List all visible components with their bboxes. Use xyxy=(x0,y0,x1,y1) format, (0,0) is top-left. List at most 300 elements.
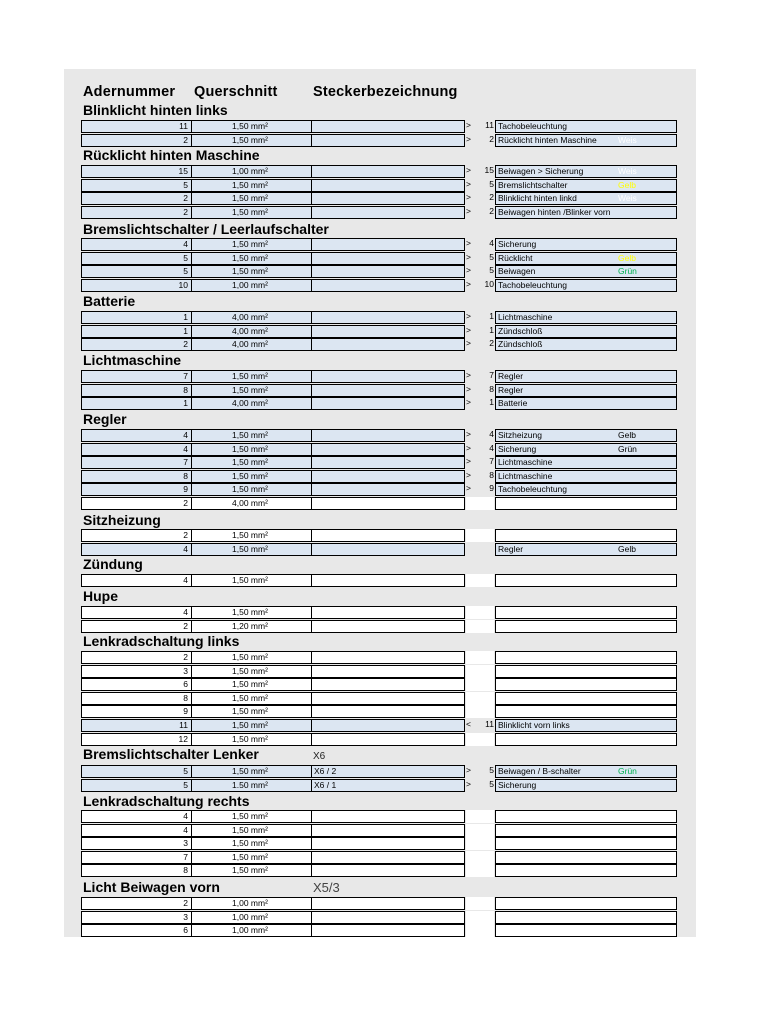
querschnitt-cell: 4,00 mm² xyxy=(191,397,312,410)
adernummer-cell: 2 xyxy=(81,338,192,351)
wire-color-label: Grün xyxy=(618,444,637,454)
target-adernummer: 15 xyxy=(484,165,494,175)
destination-label: Sitzheizung xyxy=(498,430,542,440)
destination-cell xyxy=(495,265,677,278)
destination-cell xyxy=(495,651,677,664)
direction-marker xyxy=(466,651,478,664)
adernummer-cell: 4 xyxy=(81,543,192,556)
adernummer-cell: 1 xyxy=(81,311,192,324)
target-adernummer: 7 xyxy=(489,370,494,380)
direction-marker xyxy=(466,924,478,937)
wire-color-label: Gelb xyxy=(618,430,636,440)
target-adernummer xyxy=(478,733,494,746)
direction-marker xyxy=(466,497,478,510)
querschnitt-cell: 1,00 mm² xyxy=(191,165,312,178)
stecker-cell xyxy=(311,370,465,383)
target-adernummer xyxy=(478,911,494,924)
destination-cell xyxy=(495,338,677,351)
target-adernummer xyxy=(478,824,494,837)
adernummer-cell: 8 xyxy=(81,384,192,397)
destination-cell xyxy=(495,924,677,937)
destination-label: Beiwagen / B-schalter xyxy=(498,766,581,776)
target-adernummer: 5 xyxy=(489,252,494,262)
target-adernummer: 9 xyxy=(489,483,494,493)
direction-marker: > xyxy=(466,779,471,789)
destination-cell xyxy=(495,120,677,133)
direction-marker: > xyxy=(466,311,471,321)
adernummer-cell: 8 xyxy=(81,864,192,877)
destination-label: Lichtmaschine xyxy=(498,471,553,481)
stecker-cell xyxy=(311,911,465,924)
stecker-cell xyxy=(311,665,465,678)
adernummer-cell: 2 xyxy=(81,192,192,205)
section-title: Hupe xyxy=(83,588,118,604)
stecker-cell xyxy=(311,719,465,732)
target-adernummer xyxy=(478,924,494,937)
section-title: Bremslichtschalter Lenker xyxy=(83,746,259,762)
direction-marker: > xyxy=(466,370,471,380)
stecker-cell xyxy=(311,497,465,510)
adernummer-cell: 4 xyxy=(81,606,192,619)
direction-marker: > xyxy=(466,279,471,289)
destination-label: Lichtmaschine xyxy=(498,312,553,322)
direction-marker: > xyxy=(466,325,471,335)
direction-marker xyxy=(466,837,478,850)
destination-cell xyxy=(495,429,677,442)
direction-marker xyxy=(466,606,478,619)
destination-cell xyxy=(495,529,677,542)
adernummer-cell: 4 xyxy=(81,824,192,837)
querschnitt-cell: 1,50 mm² xyxy=(191,810,312,823)
destination-cell xyxy=(495,165,677,178)
section-title: Lenkradschaltung rechts xyxy=(83,793,250,809)
querschnitt-cell: 1,50 mm² xyxy=(191,456,312,469)
adernummer-cell: 11 xyxy=(81,120,192,133)
stecker-cell xyxy=(311,924,465,937)
target-adernummer: 4 xyxy=(489,429,494,439)
destination-cell xyxy=(495,620,677,633)
target-adernummer: 1 xyxy=(489,311,494,321)
querschnitt-cell: 1,50 mm² xyxy=(191,443,312,456)
destination-cell xyxy=(495,252,677,265)
destination-cell xyxy=(495,238,677,251)
destination-label: Zündschloß xyxy=(498,326,543,336)
destination-cell xyxy=(495,692,677,705)
querschnitt-cell: 1,50 mm² xyxy=(191,665,312,678)
direction-marker: > xyxy=(466,429,471,439)
stecker-cell xyxy=(311,311,465,324)
direction-marker: > xyxy=(466,134,471,144)
header-querschnitt: Querschnitt xyxy=(194,84,278,100)
target-adernummer: 4 xyxy=(489,443,494,453)
destination-cell xyxy=(495,851,677,864)
adernummer-cell: 7 xyxy=(81,851,192,864)
destination-label: Sicherung xyxy=(498,239,537,249)
querschnitt-cell: 1,50 mm² xyxy=(191,483,312,496)
target-adernummer: 5 xyxy=(489,179,494,189)
destination-label: Lichtmaschine xyxy=(498,457,553,467)
wire-color-label: Gelb xyxy=(618,180,636,190)
adernummer-cell: 5 xyxy=(81,252,192,265)
direction-marker: > xyxy=(466,384,471,394)
querschnitt-cell: 1,50 mm² xyxy=(191,529,312,542)
destination-label: Tachobeleuchtung xyxy=(498,280,568,290)
stecker-cell xyxy=(311,238,465,251)
target-adernummer xyxy=(478,665,494,678)
section-connector-note: X5/3 xyxy=(313,880,340,895)
querschnitt-cell: 1,50 mm² xyxy=(191,719,312,732)
adernummer-cell: 2 xyxy=(81,897,192,910)
querschnitt-cell: 1,50 mm² xyxy=(191,384,312,397)
adernummer-cell: 2 xyxy=(81,620,192,633)
target-adernummer xyxy=(478,837,494,850)
destination-cell xyxy=(495,192,677,205)
wire-color-label: Gelb xyxy=(618,253,636,263)
direction-marker: < xyxy=(466,719,471,729)
stecker-cell xyxy=(311,692,465,705)
target-adernummer: 10 xyxy=(484,279,494,289)
querschnitt-cell: 1,50 mm² xyxy=(191,692,312,705)
wire-color-label: Grün xyxy=(618,266,637,276)
adernummer-cell: 12 xyxy=(81,733,192,746)
destination-cell xyxy=(495,810,677,823)
direction-marker xyxy=(466,851,478,864)
adernummer-cell: 2 xyxy=(81,497,192,510)
wire-color-label: Gelb xyxy=(618,544,636,554)
stecker-cell xyxy=(311,705,465,718)
destination-cell xyxy=(495,279,677,292)
target-adernummer xyxy=(478,678,494,691)
direction-marker xyxy=(466,692,478,705)
adernummer-cell: 4 xyxy=(81,810,192,823)
target-adernummer xyxy=(478,897,494,910)
stecker-cell xyxy=(311,252,465,265)
section-title: Lenkradschaltung links xyxy=(83,633,240,649)
section-connector-note: X6 xyxy=(313,751,326,762)
querschnitt-cell: 1,50 mm² xyxy=(191,678,312,691)
destination-cell xyxy=(495,543,677,556)
querschnitt-cell: 1,00 mm² xyxy=(191,911,312,924)
target-adernummer: 2 xyxy=(489,206,494,216)
stecker-cell xyxy=(311,120,465,133)
destination-label: Rücklicht xyxy=(498,253,533,263)
target-adernummer: 5 xyxy=(489,779,494,789)
adernummer-cell: 1 xyxy=(81,397,192,410)
section-title: Licht Beiwagen vorn xyxy=(83,879,220,895)
adernummer-cell: 3 xyxy=(81,665,192,678)
destination-cell xyxy=(495,206,677,219)
target-adernummer: 8 xyxy=(489,470,494,480)
querschnitt-cell: 1,50 mm² xyxy=(191,179,312,192)
stecker-cell xyxy=(311,606,465,619)
destination-cell xyxy=(495,443,677,456)
target-adernummer: 5 xyxy=(489,265,494,275)
destination-label: Batterie xyxy=(498,398,528,408)
adernummer-cell: 5 xyxy=(81,765,192,778)
querschnitt-cell: 4,00 mm² xyxy=(191,325,312,338)
adernummer-cell: 2 xyxy=(81,134,192,147)
adernummer-cell: 4 xyxy=(81,429,192,442)
target-adernummer: 1 xyxy=(489,397,494,407)
querschnitt-cell: 1,20 mm² xyxy=(191,620,312,633)
destination-cell xyxy=(495,384,677,397)
querschnitt-cell: 1,50 mm² xyxy=(191,543,312,556)
section-title: Sitzheizung xyxy=(83,512,161,528)
querschnitt-cell: 1,50 mm² xyxy=(191,429,312,442)
querschnitt-cell: 1,50 mm² xyxy=(191,134,312,147)
direction-marker xyxy=(466,678,478,691)
section-title: Lichtmaschine xyxy=(83,352,182,368)
destination-cell xyxy=(495,370,677,383)
stecker-cell: X6 / 2 xyxy=(311,765,465,778)
target-adernummer xyxy=(478,692,494,705)
direction-marker: > xyxy=(466,206,471,216)
stecker-cell xyxy=(311,134,465,147)
direction-marker xyxy=(466,665,478,678)
direction-marker: > xyxy=(466,397,471,407)
querschnitt-cell: 1,50 mm² xyxy=(191,765,312,778)
direction-marker: > xyxy=(466,192,471,202)
destination-cell xyxy=(495,733,677,746)
querschnitt-cell: 1,50 mm² xyxy=(191,733,312,746)
direction-marker: > xyxy=(466,765,471,775)
adernummer-cell: 8 xyxy=(81,470,192,483)
wire-color-label: Weis xyxy=(618,166,637,176)
stecker-cell xyxy=(311,543,465,556)
direction-marker: > xyxy=(466,179,471,189)
stecker-cell xyxy=(311,443,465,456)
direction-marker: > xyxy=(466,470,471,480)
stecker-cell xyxy=(311,864,465,877)
section-title: Bremslichtschalter / Leerlaufschalter xyxy=(83,221,329,237)
direction-marker: > xyxy=(466,165,471,175)
target-adernummer: 7 xyxy=(489,456,494,466)
adernummer-cell: 3 xyxy=(81,911,192,924)
target-adernummer: 11 xyxy=(485,120,494,130)
querschnitt-cell: 1,00 mm² xyxy=(191,897,312,910)
target-adernummer: 8 xyxy=(489,384,494,394)
destination-label: Tachobeleuchtung xyxy=(498,484,568,494)
destination-label: Beiwagen hinten /Blinker vorn xyxy=(498,207,611,217)
stecker-cell xyxy=(311,851,465,864)
adernummer-cell: 4 xyxy=(81,238,192,251)
stecker-cell xyxy=(311,733,465,746)
adernummer-cell: 4 xyxy=(81,574,192,587)
stecker-cell xyxy=(311,206,465,219)
adernummer-cell: 2 xyxy=(81,529,192,542)
target-adernummer xyxy=(478,529,494,542)
querschnitt-cell: 1,50 mm² xyxy=(191,824,312,837)
destination-cell xyxy=(495,606,677,619)
destination-label: Sicherung xyxy=(498,444,537,454)
destination-cell xyxy=(495,824,677,837)
direction-marker: > xyxy=(466,252,471,262)
direction-marker xyxy=(466,733,478,746)
adernummer-cell: 4 xyxy=(81,443,192,456)
destination-cell xyxy=(495,765,677,778)
target-adernummer: 5 xyxy=(489,765,494,775)
adernummer-cell: 2 xyxy=(81,651,192,664)
stecker-cell xyxy=(311,574,465,587)
target-adernummer: 1 xyxy=(489,325,494,335)
wire-color-label: Grün xyxy=(618,766,637,776)
section-title: Regler xyxy=(83,411,127,427)
adernummer-cell: 7 xyxy=(81,370,192,383)
direction-marker xyxy=(466,824,478,837)
destination-label: Sicherung xyxy=(498,780,537,790)
querschnitt-cell: 4,00 mm² xyxy=(191,497,312,510)
destination-label: Beiwagen > Sicherung xyxy=(498,166,584,176)
direction-marker xyxy=(466,810,478,823)
adernummer-cell: 8 xyxy=(81,692,192,705)
querschnitt-cell: 1,50 mm² xyxy=(191,238,312,251)
target-adernummer xyxy=(478,574,494,587)
destination-label: Regler xyxy=(498,544,524,554)
destination-label: Bremslichtschalter xyxy=(498,180,568,190)
stecker-cell xyxy=(311,620,465,633)
stecker-cell xyxy=(311,897,465,910)
querschnitt-cell: 1,50 mm² xyxy=(191,574,312,587)
direction-marker xyxy=(466,864,478,877)
querschnitt-cell: 1,50 mm² xyxy=(191,470,312,483)
destination-cell xyxy=(495,911,677,924)
destination-cell xyxy=(495,134,677,147)
adernummer-cell: 2 xyxy=(81,206,192,219)
destination-label: Beiwagen xyxy=(498,266,536,276)
direction-marker xyxy=(466,574,478,587)
direction-marker: > xyxy=(466,456,471,466)
stecker-cell xyxy=(311,192,465,205)
stecker-cell xyxy=(311,279,465,292)
destination-cell xyxy=(495,779,677,792)
target-adernummer xyxy=(478,651,494,664)
destination-cell xyxy=(495,897,677,910)
adernummer-cell: 3 xyxy=(81,837,192,850)
section-title: Rücklicht hinten Maschine xyxy=(83,147,260,163)
stecker-cell xyxy=(311,837,465,850)
destination-cell xyxy=(495,470,677,483)
querschnitt-cell: 1,00 mm² xyxy=(191,279,312,292)
querschnitt-cell: 1,50 mm² xyxy=(191,606,312,619)
destination-cell xyxy=(495,864,677,877)
stecker-cell xyxy=(311,456,465,469)
adernummer-cell: 11 xyxy=(81,719,192,732)
stecker-cell xyxy=(311,384,465,397)
direction-marker: > xyxy=(466,265,471,275)
querschnitt-cell: 1,50 mm² xyxy=(191,192,312,205)
direction-marker xyxy=(466,897,478,910)
querschnitt-cell: 1,50 mm² xyxy=(191,265,312,278)
target-adernummer xyxy=(478,497,494,510)
querschnitt-cell: 1,50 mm² xyxy=(191,864,312,877)
stecker-cell xyxy=(311,470,465,483)
direction-marker xyxy=(466,705,478,718)
stecker-cell xyxy=(311,338,465,351)
destination-cell xyxy=(495,705,677,718)
querschnitt-cell: 1,50 mm² xyxy=(191,252,312,265)
adernummer-cell: 5 xyxy=(81,265,192,278)
destination-label: Blinklicht vorn links xyxy=(498,720,570,730)
direction-marker: > xyxy=(466,338,471,348)
querschnitt-cell: 1,50 mm² xyxy=(191,837,312,850)
adernummer-cell: 15 xyxy=(81,165,192,178)
direction-marker xyxy=(466,911,478,924)
destination-label: Regler xyxy=(498,371,524,381)
adernummer-cell: 5 xyxy=(81,179,192,192)
target-adernummer xyxy=(478,705,494,718)
destination-cell xyxy=(495,311,677,324)
target-adernummer: 2 xyxy=(489,338,494,348)
target-adernummer: 2 xyxy=(489,192,494,202)
adernummer-cell: 5 xyxy=(81,779,192,792)
destination-label: Zündschloß xyxy=(498,339,543,349)
querschnitt-cell: 1,00 mm² xyxy=(191,924,312,937)
querschnitt-cell: 1,50 mm² xyxy=(191,370,312,383)
target-adernummer xyxy=(478,606,494,619)
stecker-cell: X6 / 1 xyxy=(311,779,465,792)
querschnitt-cell: 1.50 mm² xyxy=(191,779,312,792)
direction-marker xyxy=(466,620,478,633)
adernummer-cell: 7 xyxy=(81,456,192,469)
stecker-cell xyxy=(311,651,465,664)
adernummer-cell: 9 xyxy=(81,705,192,718)
stecker-cell xyxy=(311,810,465,823)
querschnitt-cell: 4,00 mm² xyxy=(191,338,312,351)
direction-marker xyxy=(466,543,478,556)
stecker-cell xyxy=(311,678,465,691)
header-steckerbezeichnung: Steckerbezeichnung xyxy=(313,84,458,100)
section-title: Blinklicht hinten links xyxy=(83,102,228,118)
destination-label: Rücklicht hinten Maschine xyxy=(498,135,597,145)
querschnitt-cell: 4,00 mm² xyxy=(191,311,312,324)
section-title: Batterie xyxy=(83,293,136,309)
stecker-cell xyxy=(311,179,465,192)
direction-marker: > xyxy=(466,238,471,248)
target-adernummer xyxy=(478,620,494,633)
destination-label: Tachobeleuchtung xyxy=(498,121,568,131)
stecker-cell xyxy=(311,429,465,442)
destination-cell xyxy=(495,719,677,732)
stecker-cell xyxy=(311,397,465,410)
querschnitt-cell: 1,50 mm² xyxy=(191,120,312,133)
stecker-cell xyxy=(311,265,465,278)
adernummer-cell: 1 xyxy=(81,325,192,338)
querschnitt-cell: 1,50 mm² xyxy=(191,206,312,219)
adernummer-cell: 10 xyxy=(81,279,192,292)
wire-color-label: Weis xyxy=(618,193,637,203)
target-adernummer: 11 xyxy=(485,719,494,729)
header-adernummer: Adernummer xyxy=(83,84,176,100)
direction-marker: > xyxy=(466,443,471,453)
direction-marker xyxy=(466,529,478,542)
stecker-cell xyxy=(311,529,465,542)
destination-cell xyxy=(495,325,677,338)
target-adernummer xyxy=(478,851,494,864)
adernummer-cell: 9 xyxy=(81,483,192,496)
target-adernummer xyxy=(478,810,494,823)
querschnitt-cell: 1,50 mm² xyxy=(191,705,312,718)
destination-cell xyxy=(495,574,677,587)
stecker-cell xyxy=(311,165,465,178)
destination-cell xyxy=(495,678,677,691)
target-adernummer xyxy=(478,543,494,556)
destination-cell xyxy=(495,397,677,410)
destination-cell xyxy=(495,483,677,496)
adernummer-cell: 6 xyxy=(81,924,192,937)
querschnitt-cell: 1,50 mm² xyxy=(191,651,312,664)
destination-label: Regler xyxy=(498,385,524,395)
stecker-cell xyxy=(311,824,465,837)
